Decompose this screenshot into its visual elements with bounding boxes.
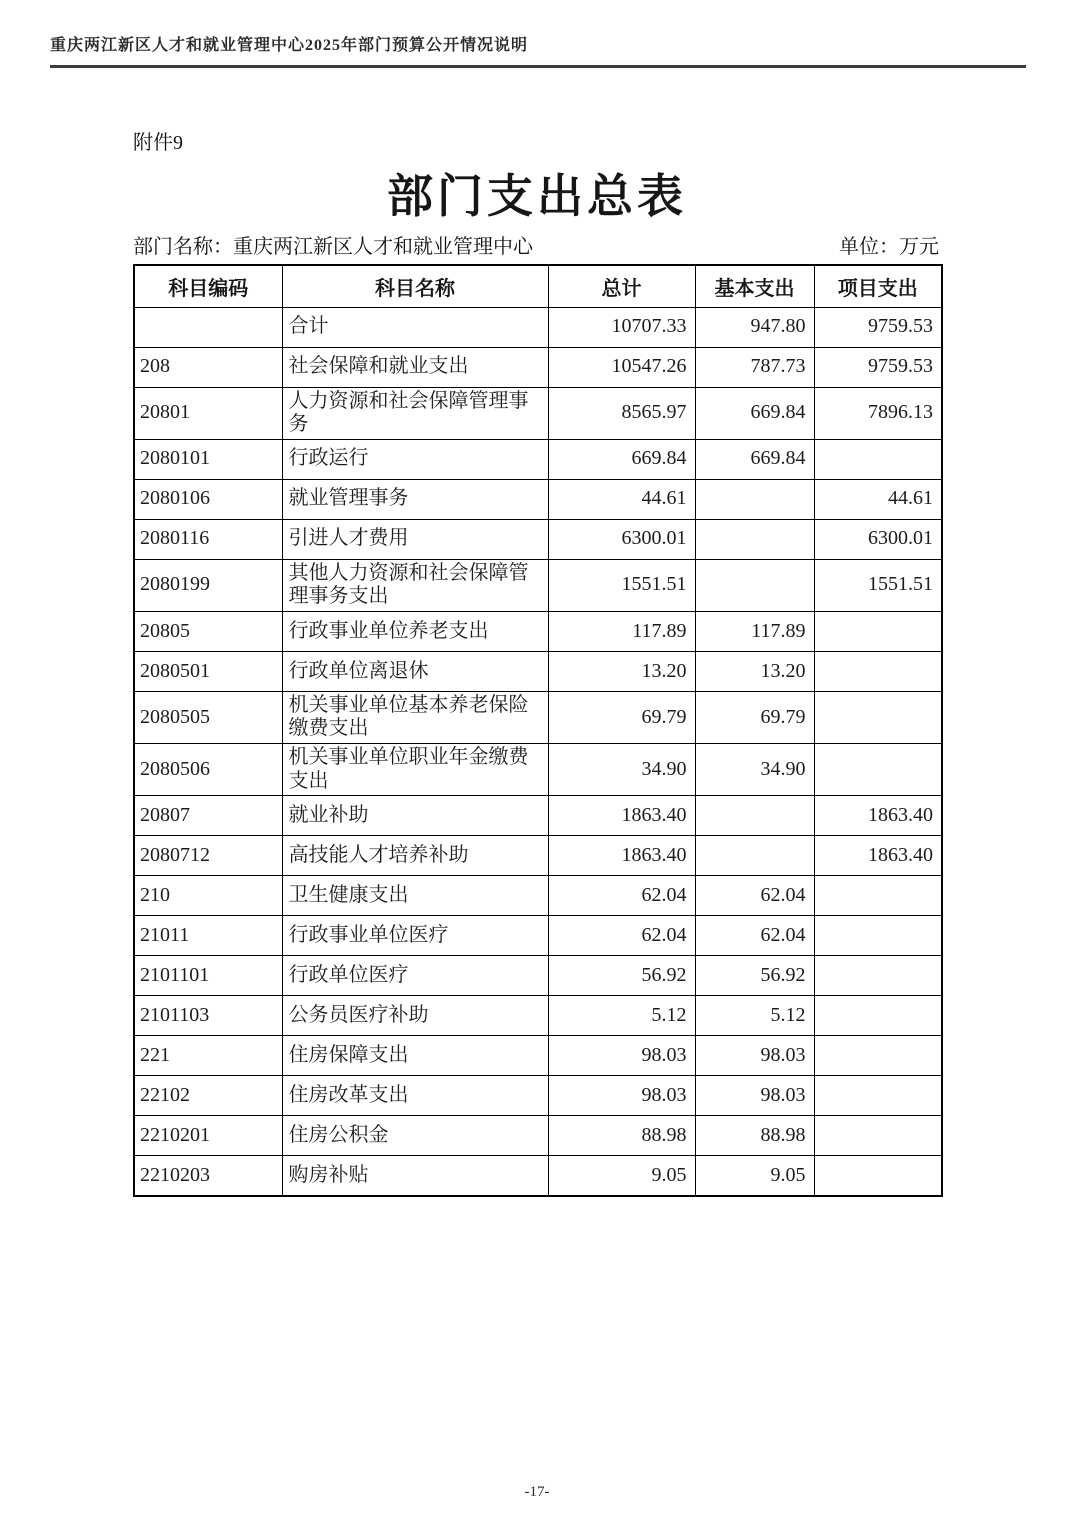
cell-basic: 62.04: [695, 876, 814, 916]
cell-name: 其他人力资源和社会保障管理事务支出: [282, 559, 548, 611]
cell-project: [814, 439, 942, 479]
cell-code: 2080199: [134, 559, 282, 611]
table-row: [134, 439, 942, 479]
cell-name: 公务员医疗补助: [282, 996, 548, 1036]
cell-project: [814, 611, 942, 651]
table-row: [134, 836, 942, 876]
cell-basic: [695, 836, 814, 876]
cell-code: 2080101: [134, 439, 282, 479]
department-name-label: 部门名称：重庆两江新区人才和就业管理中心: [133, 236, 533, 258]
cell-name: 社会保障和就业支出: [282, 347, 548, 387]
cell-total: 1863.40: [548, 796, 695, 836]
cell-basic: 13.20: [695, 651, 814, 691]
cell-code: 2080505: [134, 691, 282, 743]
cell-total: 56.92: [548, 956, 695, 996]
table-row: [134, 347, 942, 387]
cell-code: 210: [134, 876, 282, 916]
cell-project: [814, 744, 942, 796]
cell-project: 7896.13: [814, 387, 942, 439]
cell-total: 8565.97: [548, 387, 695, 439]
cell-name: 行政事业单位医疗: [282, 916, 548, 956]
cell-project: [814, 691, 942, 743]
cell-code: 20807: [134, 796, 282, 836]
cell-total: 10707.33: [548, 307, 695, 347]
table-body: [134, 307, 942, 1196]
cell-project: 1863.40: [814, 796, 942, 836]
cell-total: 98.03: [548, 1036, 695, 1076]
cell-name: 合计: [282, 307, 548, 347]
table-row: [134, 916, 942, 956]
table-row: [134, 744, 942, 796]
column-header-total: 总计: [548, 265, 695, 307]
column-header-basic: 基本支出: [695, 265, 814, 307]
cell-code: 2080712: [134, 836, 282, 876]
cell-basic: 56.92: [695, 956, 814, 996]
cell-total: 5.12: [548, 996, 695, 1036]
cell-total: 1551.51: [548, 559, 695, 611]
cell-basic: 34.90: [695, 744, 814, 796]
cell-name: 高技能人才培养补助: [282, 836, 548, 876]
table-header: [134, 265, 942, 307]
cell-code: 2080506: [134, 744, 282, 796]
cell-code: 2080116: [134, 519, 282, 559]
attachment-label: 附件9: [133, 132, 183, 154]
table-row: [134, 691, 942, 743]
cell-total: 62.04: [548, 916, 695, 956]
cell-total: 10547.26: [548, 347, 695, 387]
table-row: [134, 559, 942, 611]
cell-basic: 98.03: [695, 1036, 814, 1076]
cell-project: 9759.53: [814, 347, 942, 387]
cell-code: 2080501: [134, 651, 282, 691]
table-header-row: [134, 265, 942, 307]
cell-code: 20801: [134, 387, 282, 439]
cell-basic: 5.12: [695, 996, 814, 1036]
cell-basic: 9.05: [695, 1156, 814, 1196]
cell-code: 2101103: [134, 996, 282, 1036]
cell-project: 1863.40: [814, 836, 942, 876]
table-row: [134, 1076, 942, 1116]
page-number: -17-: [524, 1484, 550, 1500]
cell-total: 62.04: [548, 876, 695, 916]
cell-total: 88.98: [548, 1116, 695, 1156]
cell-name: 卫生健康支出: [282, 876, 548, 916]
cell-name: 行政单位离退休: [282, 651, 548, 691]
cell-name: 住房公积金: [282, 1116, 548, 1156]
column-header-code: 科目编码: [134, 265, 282, 307]
column-header-project: 项目支出: [814, 265, 942, 307]
cell-code: [134, 307, 282, 347]
cell-name: 行政单位医疗: [282, 956, 548, 996]
cell-basic: 98.03: [695, 1076, 814, 1116]
table-row: [134, 479, 942, 519]
cell-project: [814, 651, 942, 691]
table-row: [134, 307, 942, 347]
table-row: [134, 1156, 942, 1196]
cell-code: 2210203: [134, 1156, 282, 1196]
table-meta-row: [133, 230, 939, 259]
cell-name: 人力资源和社会保障管理事务: [282, 387, 548, 439]
cell-total: 1863.40: [548, 836, 695, 876]
table-row: [134, 387, 942, 439]
cell-basic: 947.80: [695, 307, 814, 347]
cell-name: 行政运行: [282, 439, 548, 479]
cell-name: 就业管理事务: [282, 479, 548, 519]
cell-basic: 69.79: [695, 691, 814, 743]
cell-total: 117.89: [548, 611, 695, 651]
cell-basic: [695, 796, 814, 836]
cell-project: 9759.53: [814, 307, 942, 347]
cell-project: [814, 1036, 942, 1076]
cell-total: 9.05: [548, 1156, 695, 1196]
cell-project: [814, 916, 942, 956]
cell-name: 机关事业单位基本养老保险缴费支出: [282, 691, 548, 743]
cell-basic: 669.84: [695, 387, 814, 439]
cell-code: 2101101: [134, 956, 282, 996]
cell-code: 221: [134, 1036, 282, 1076]
cell-basic: 88.98: [695, 1116, 814, 1156]
table-row: [134, 796, 942, 836]
cell-code: 2080106: [134, 479, 282, 519]
cell-project: [814, 876, 942, 916]
cell-name: 行政事业单位养老支出: [282, 611, 548, 651]
table-row: [134, 996, 942, 1036]
cell-project: 1551.51: [814, 559, 942, 611]
cell-project: [814, 1116, 942, 1156]
cell-basic: 669.84: [695, 439, 814, 479]
cell-project: [814, 1156, 942, 1196]
cell-basic: [695, 519, 814, 559]
cell-project: [814, 996, 942, 1036]
table-row: [134, 956, 942, 996]
cell-total: 44.61: [548, 479, 695, 519]
cell-project: 44.61: [814, 479, 942, 519]
cell-name: 引进人才费用: [282, 519, 548, 559]
cell-project: [814, 956, 942, 996]
table-row: [134, 1116, 942, 1156]
page-title: 部门支出总表: [387, 170, 687, 222]
cell-basic: 787.73: [695, 347, 814, 387]
cell-basic: 62.04: [695, 916, 814, 956]
document-header-text: 重庆两江新区人才和就业管理中心2025年部门预算公开情况说明: [50, 32, 1026, 68]
cell-code: 208: [134, 347, 282, 387]
cell-total: 669.84: [548, 439, 695, 479]
cell-basic: [695, 559, 814, 611]
cell-project: [814, 1076, 942, 1116]
cell-total: 34.90: [548, 744, 695, 796]
cell-basic: [695, 479, 814, 519]
cell-name: 就业补助: [282, 796, 548, 836]
column-header-name: 科目名称: [282, 265, 548, 307]
cell-code: 20805: [134, 611, 282, 651]
cell-total: 69.79: [548, 691, 695, 743]
cell-total: 6300.01: [548, 519, 695, 559]
table-row: [134, 611, 942, 651]
unit-label: 单位：万元: [839, 236, 939, 258]
cell-code: 22102: [134, 1076, 282, 1116]
cell-name: 住房保障支出: [282, 1036, 548, 1076]
cell-code: 21011: [134, 916, 282, 956]
cell-total: 98.03: [548, 1076, 695, 1116]
cell-total: 13.20: [548, 651, 695, 691]
cell-basic: 117.89: [695, 611, 814, 651]
table-row: [134, 1036, 942, 1076]
cell-name: 购房补贴: [282, 1156, 548, 1196]
expenditure-table: [133, 264, 943, 1197]
cell-project: 6300.01: [814, 519, 942, 559]
table-row: [134, 519, 942, 559]
cell-name: 机关事业单位职业年金缴费支出: [282, 744, 548, 796]
table-row: [134, 876, 942, 916]
cell-name: 住房改革支出: [282, 1076, 548, 1116]
table-row: [134, 651, 942, 691]
cell-code: 2210201: [134, 1116, 282, 1156]
